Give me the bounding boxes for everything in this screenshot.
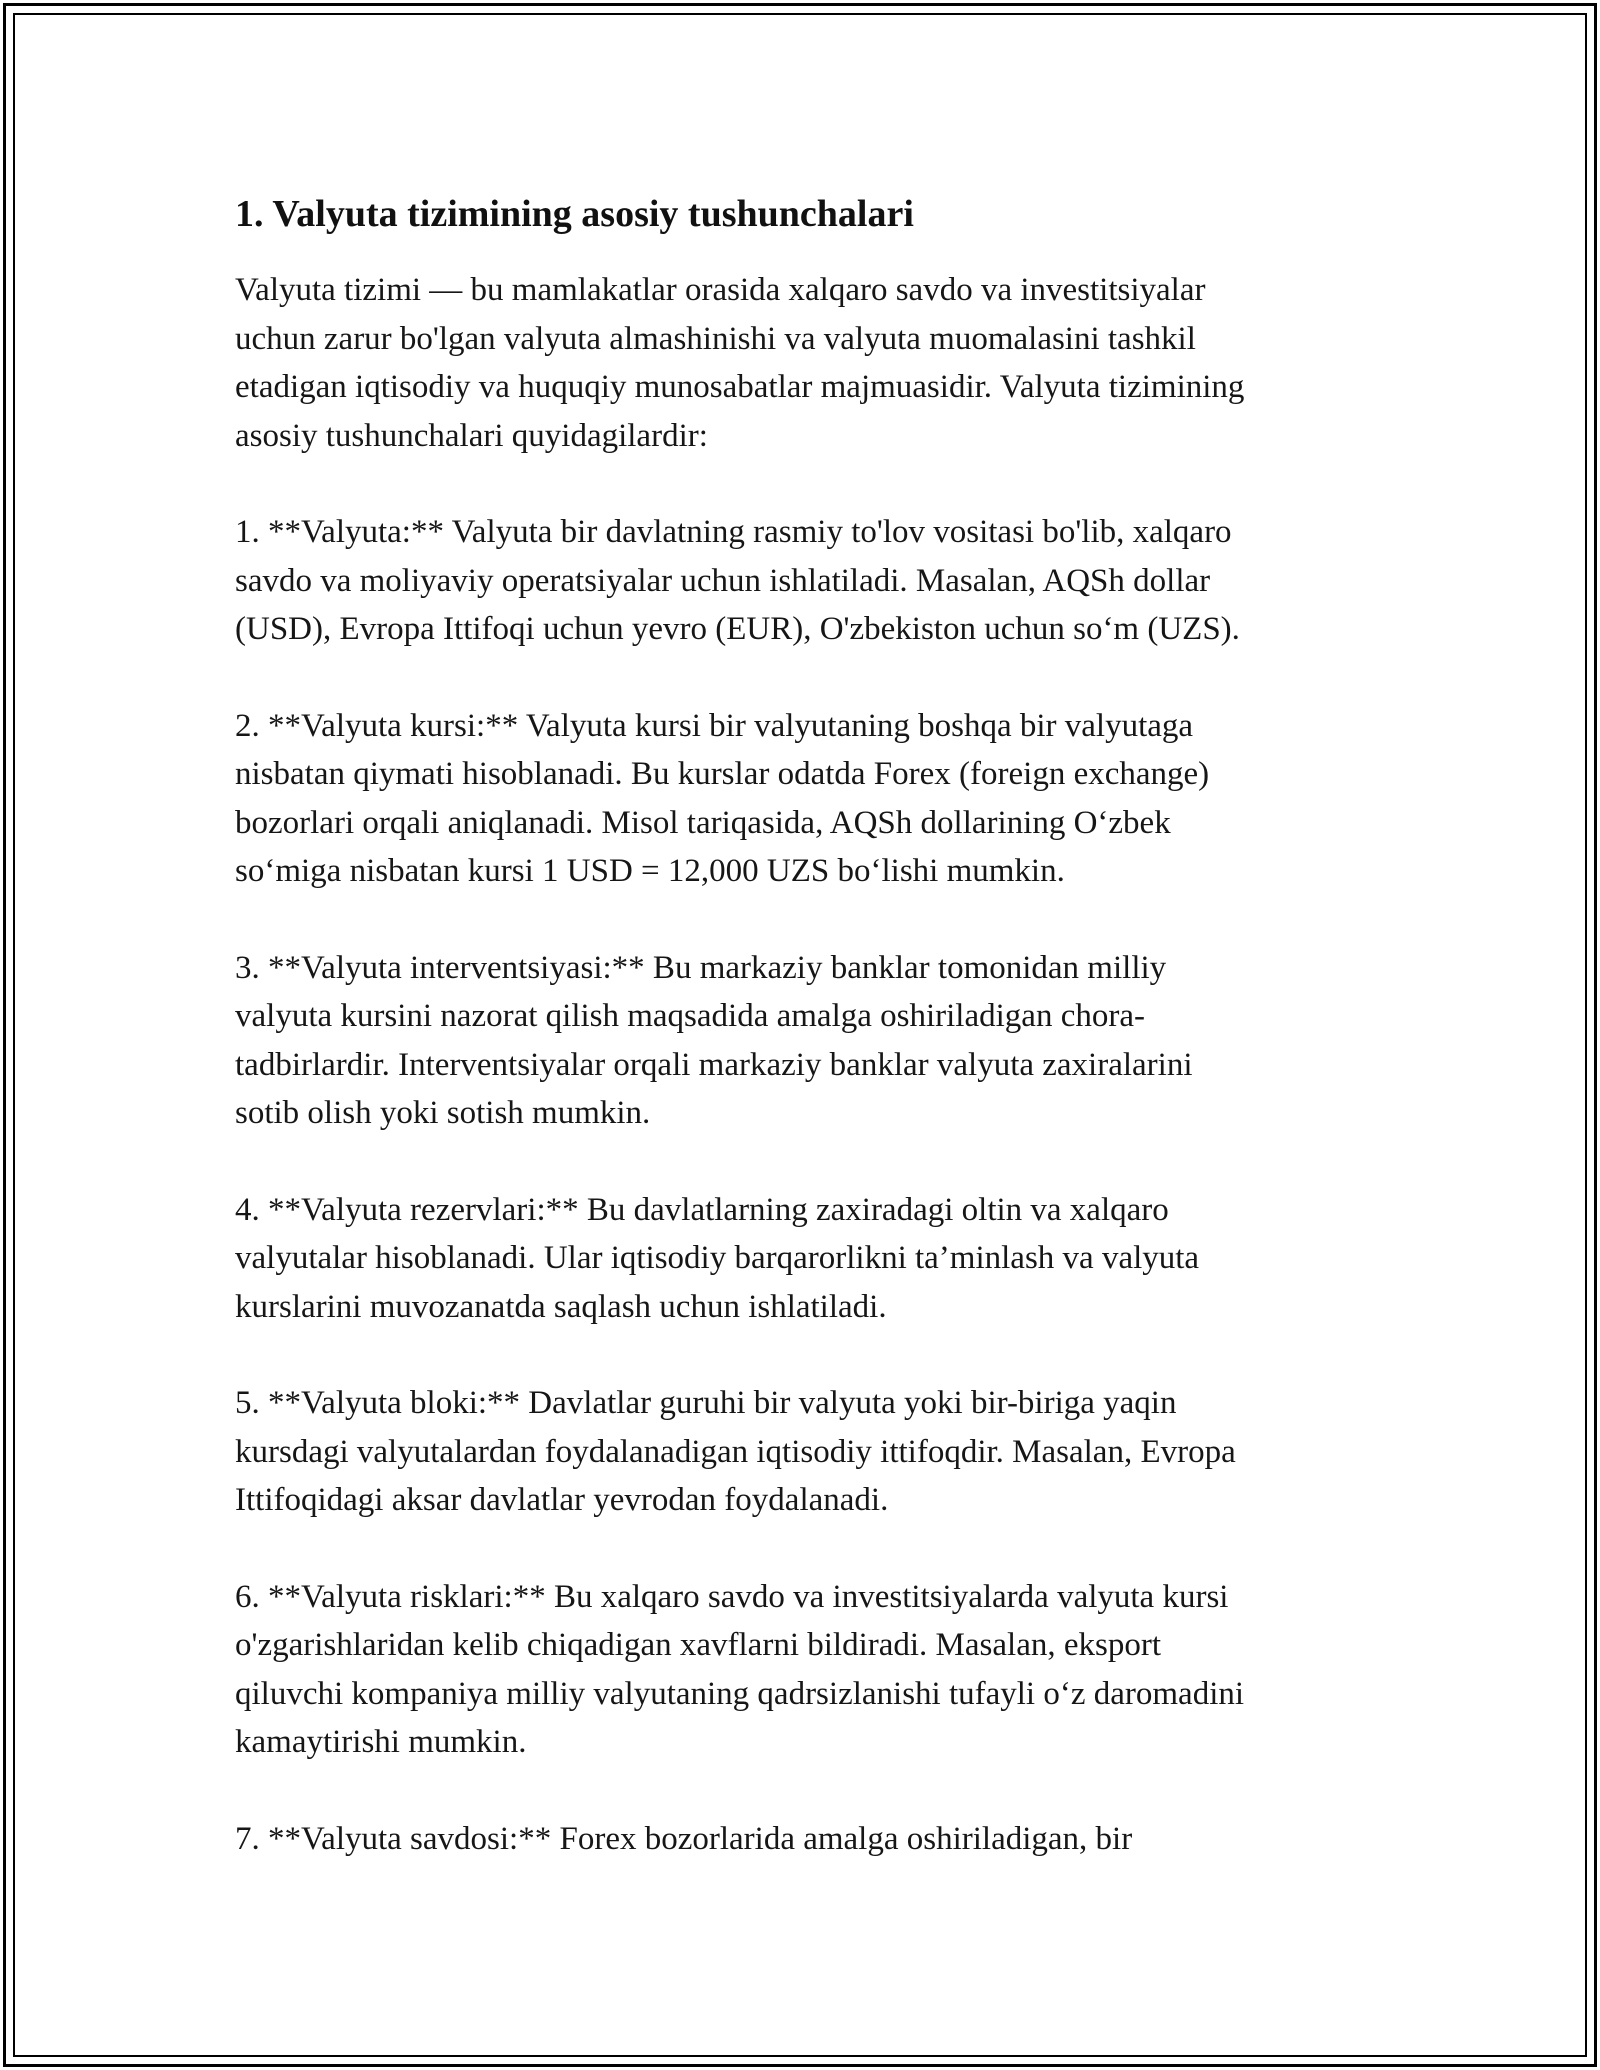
document-body: [235, 188, 1385, 1863]
section-heading: 1. Valyuta tizimining asosiy tushunchalari: [235, 193, 914, 235]
list-item-valyuta-rezervlari: 4. **Valyuta rezervlari:** Bu davlatlarning zaxiradagi oltin va xalqaro valyutalar hisoblanadi. Ular iqtisodiy barqarorlikni ta’minlash va valyuta kurslarini muvozanatda saqlash uchun ishlatiladi.: [235, 1191, 1200, 1325]
list-item-valyuta-kursi: 2. **Valyuta kursi:** Valyuta kursi bir valyutaning boshqa bir valyutaga nisbatan qiymati hisoblanadi. Bu kurslar odatda Forex (foreign exchange) bozorlari orqali aniqlanadi. Misol tariqasida, AQSh dollarining O‘zbek so‘miga nisbatan kursi 1 USD = 12,000 UZS bo‘lishi mumkin.: [235, 707, 1210, 889]
list-item-valyuta: 1. **Valyuta:** Valyuta bir davlatning rasmiy to'lov vositasi bo'lib, xalqaro savdo va moliyaviy operatsiyalar uchun ishlatiladi. Masalan, AQSh dollar (USD), Evropa Ittifoqi uchun yevro (EUR), O'zbekiston uchun so‘m (UZS).: [235, 514, 1240, 647]
list-item-valyuta-risklari: 6. **Valyuta risklari:** Bu xalqaro savdo va investitsiyalarda valyuta kursi o'zgarishlaridan kelib chiqadigan xavflarni bildiradi. Masalan, eksport qiluvchi kompaniya milliy valyutaning qadrsizlanishi tufayli o‘z daromadini kamaytirishi mumkin.: [235, 1578, 1245, 1760]
list-item-valyuta-bloki: 5. **Valyuta bloki:** Davlatlar guruhi bir valyuta yoki bir-biriga yaqin kursdagi valyutalardan foydalanadigan iqtisodiy ittifoqdir. Masalan, Evropa Ittifoqidagi aksar davlatlar yevrodan foydalanadi.: [235, 1385, 1236, 1518]
intro-paragraph: Valyuta tizimi — bu mamlakatlar orasida xalqaro savdo va investitsiyalar uchun zarur bo'lgan valyuta almashinishi va valyuta muomalasini tashkil etadigan iqtisodiy va huquqiy munosabatlar majmuasidir. Valyuta tizimining asosiy tushunchalari quyidagilardir:: [235, 272, 1245, 454]
list-item-valyuta-interventsiyasi: 3. **Valyuta interventsiyasi:** Bu markaziy banklar tomonidan milliy valyuta kursini nazorat qilish maqsadida amalga oshiriladigan chora- tadbirlardir. Interventsiyalar orqali markaziy banklar valyuta zaxiralarini sotib olish yoki sotish mumkin.: [235, 949, 1193, 1131]
list-item-valyuta-savdosi: 7. **Valyuta savdosi:** Forex bozorlarida amalga oshiriladigan, bir: [235, 1820, 1133, 1857]
